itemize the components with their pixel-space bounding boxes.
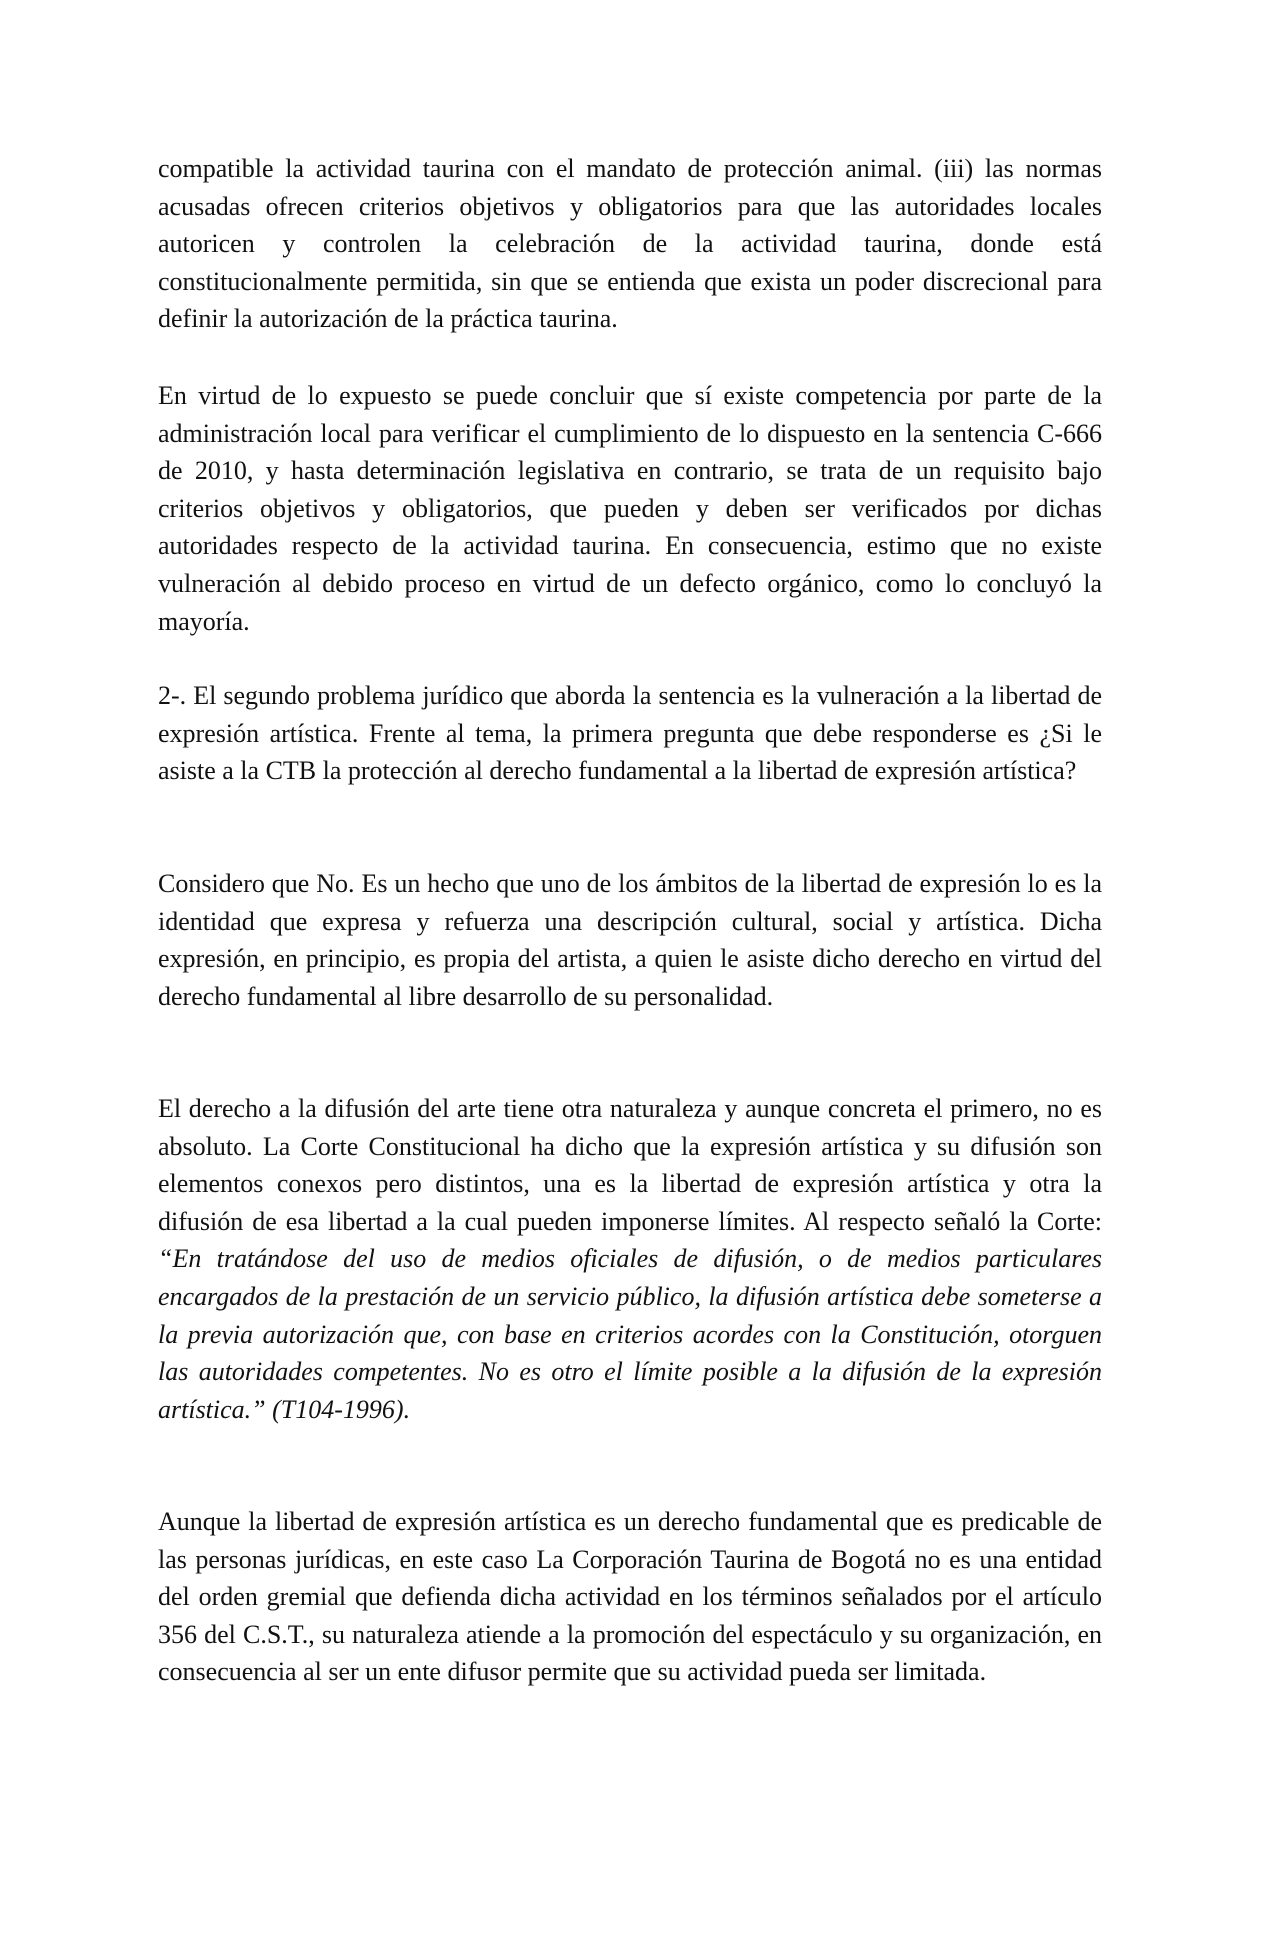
paragraph-6: Aunque la libertad de expresión artística es un derecho fundamental que es predicable de las personas jurídicas, en este caso La Corporación Taurina de Bogotá no es una entidad del orden gremial que defienda dicha actividad en los términos señalados por el artículo 356 del C.S.T., su naturaleza atiende a la promoción del espectáculo y su organización, en consecuencia al ser un ente difusor permite que su actividad pueda ser limitada. xyxy=(158,1507,1102,1687)
paragraph-3: 2-. El segundo problema jurídico que aborda la sentencia es la vulneración a la libertad de expresión artística. Frente al tema, la primera pregunta que debe responderse es ¿Si le asiste a la CTB la protección al derecho fundamental a la libertad de expresión artística? xyxy=(158,681,1102,786)
paragraph-4: Considero que No. Es un hecho que uno de los ámbitos de la libertad de expresión lo es la identidad que expresa y refuerza una descripción cultural, social y artística. Dicha expresión, en principio, es propia del artista, a quien le asiste dicho derecho en virtud del derecho fundamental al libre desarrollo de su personalidad. xyxy=(158,869,1102,1011)
court-quote: “En tratándose del uso de medios oficiales de difusión, o de medios particulares encargados de la prestación de un servicio público, la difusión artística debe someterse a la previa autorización que, con base en criterios acordes con la Constitución, otorguen las autoridades competentes. No es otro el límite posible a la difusión de la expresión artística.” (T104-1996). xyxy=(158,1244,1102,1424)
paragraph-1: compatible la actividad taurina con el mandato de protección animal. (iii) las normas acusadas ofrecen criterios objetivos y obligatorios para que las autoridades locales autoricen y controlen la celebración de la actividad taurina, donde está constitucionalmente permitida, sin que se entienda que exista un poder discrecional para definir la autorización de la práctica taurina. xyxy=(158,154,1102,334)
paragraph-2: En virtud de lo expuesto se puede concluir que sí existe competencia por parte de la administración local para verificar el cumplimiento de lo dispuesto en la sentencia C-666 de 2010, y hasta determinación legislativa en contrario, se trata de un requisito bajo criterios objetivos y obligatorios, que pueden y deben ser verificados por dichas autoridades respecto de la actividad taurina. En consecuencia, estimo que no existe vulneración al debido proceso en virtud de un defecto orgánico, como lo concluyó la mayoría. xyxy=(158,381,1102,636)
paragraph-5 xyxy=(158,1090,1102,1428)
paragraph-5-text: El derecho a la difusión del arte tiene otra naturaleza y aunque concreta el primero, no es absoluto. La Corte Constitucional ha dicho que la expresión artística y su difusión son elementos conexos pero distintos, una es la libertad de expresión artística y otra la difusión de esa libertad a la cual pueden imponerse límites. Al respecto señaló la Corte: xyxy=(158,1094,1102,1236)
